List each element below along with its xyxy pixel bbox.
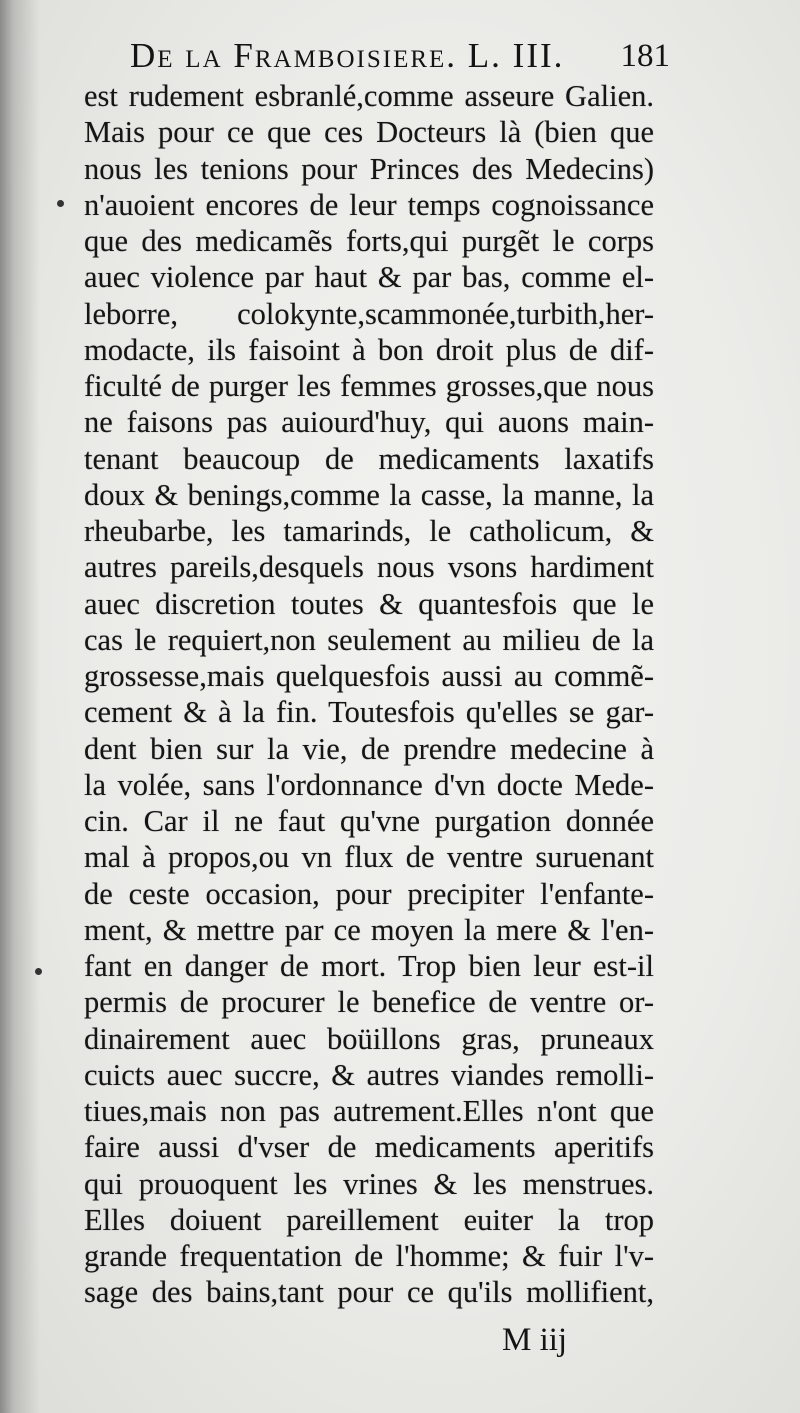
running-head: De la Framboisiere. L. III.: [130, 36, 565, 75]
text-line: rheubarbe, les tamarinds, le catholicum, &: [84, 514, 654, 548]
ink-speck: [35, 968, 42, 975]
text-line: fant en danger de mort. Trop bien leur est-il: [84, 949, 654, 983]
text-line: de ceste occasion, pour precipiter l'enfante-: [84, 876, 654, 911]
text-line: leborre, colokynte,scammonée,turbith,her-: [84, 296, 654, 331]
text-line: faire aussi d'vser de medicaments aperitifs: [84, 1130, 654, 1165]
text-line: permis de procurer le benefice de ventre or-: [84, 985, 654, 1020]
text-line: cuicts auec succre, & autres viandes remolli-: [84, 1057, 654, 1092]
text-line: est rudement esbranlé,comme asseure Galien.: [84, 79, 654, 113]
text-line: dent bien sur la vie, de prendre medecine à: [84, 731, 654, 766]
text-line: ne faisons pas auiourd'huy, qui auons main-: [84, 405, 654, 440]
text-line: auec violence par haut & par bas, comme el-: [84, 260, 654, 295]
text-line: tiues,mais non pas autrement.Elles n'ont que: [84, 1094, 654, 1128]
text-line: doux & benings,comme la casse, la manne, la: [84, 477, 654, 512]
page-number: 181: [620, 38, 670, 74]
text-line: qui prouoquent les vrines & les menstrues.: [84, 1166, 654, 1201]
text-line: modacte, ils faisoint à bon droit plus de dif-: [84, 332, 654, 367]
gutter-shadow: [0, 0, 40, 1413]
text-line: sage des bains,tant pour ce qu'ils mollifient,: [84, 1275, 654, 1310]
ink-speck: [57, 200, 64, 207]
text-line: n'auoient encores de leur temps cognoissance: [84, 187, 654, 222]
text-line: grossesse,mais quelquesfois aussi au commẽ-: [84, 659, 654, 693]
text-line: grande frequentation de l'homme; & fuir l'v-: [84, 1239, 654, 1273]
text-line: que des medicamẽs forts,qui purgẽt le corps: [84, 224, 654, 258]
text-line: la volée, sans l'ordonnance d'vn docte Mede-: [84, 767, 654, 802]
text-line: Elles doiuent pareillement euiter la trop: [84, 1202, 654, 1237]
text-line: cin. Car il ne faut qu'vne purgation donnée: [84, 804, 654, 838]
text-line: dinairement auec boüillons gras, pruneaux: [84, 1021, 654, 1056]
page-header: [130, 34, 670, 78]
text-line: autres pareils,desquels nous vsons hardiment: [84, 550, 654, 585]
signature-mark: M iij: [502, 1322, 568, 1358]
text-line: Mais pour ce que ces Docteurs là (bien que: [84, 115, 654, 150]
text-line: nous les tenions pour Princes des Medecins): [84, 151, 654, 186]
text-line: mal à propos,ou vn flux de ventre suruenant: [84, 840, 654, 875]
text-line: ficulté de purger les femmes grosses,que nous: [84, 369, 654, 403]
text-line: ment, & mettre par ce moyen la mere & l'en-: [84, 912, 654, 947]
text-line: tenant beaucoup de medicaments laxatifs: [84, 441, 654, 476]
text-line: auec discretion toutes & quantesfois que le: [84, 586, 654, 621]
text-line: cas le requiert,non seulement au milieu de la: [84, 622, 654, 657]
text-line: cement & à la fin. Toutesfois qu'elles se gar-: [84, 695, 654, 730]
body-text: [84, 78, 654, 1311]
